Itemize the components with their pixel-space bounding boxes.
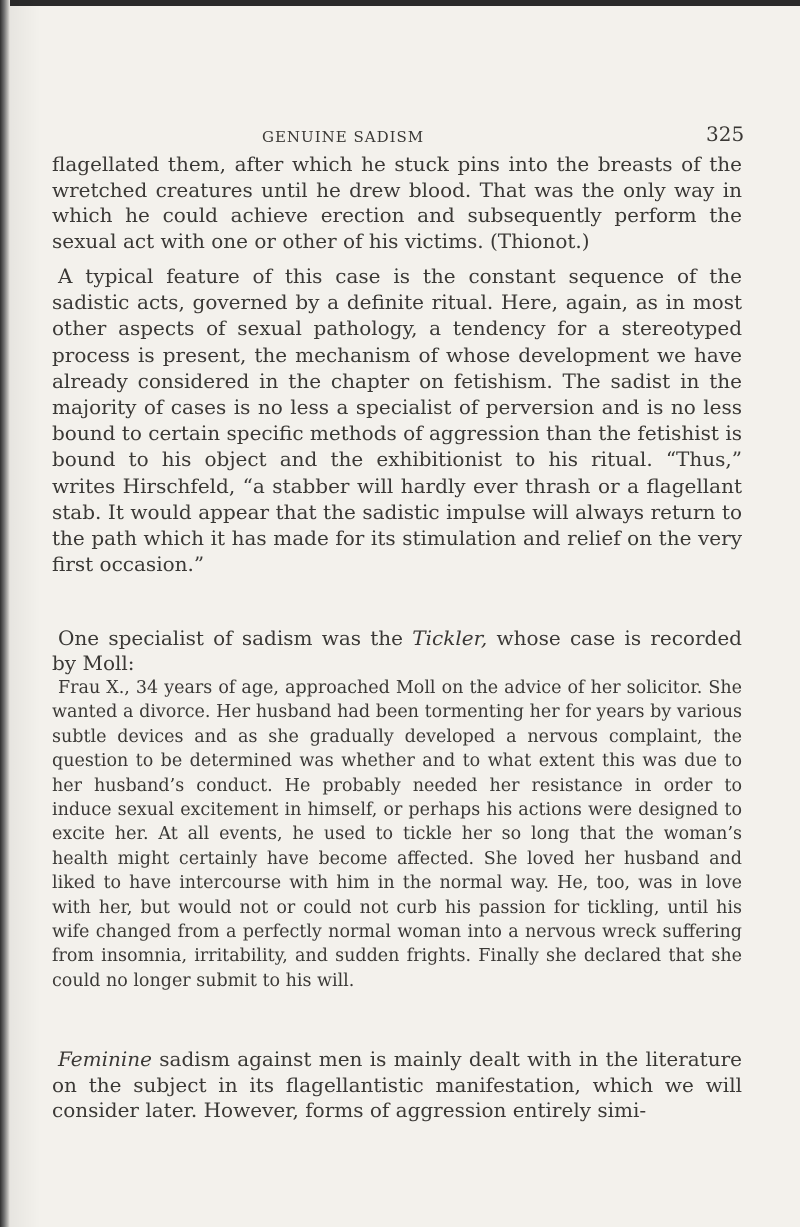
running-title: GENUINE SADISM [262, 128, 425, 146]
tickler-term: Tickler, [412, 626, 488, 650]
paragraph-case-end: flagellated them, after which he stuck pins into the breasts of the wretched creatures until he drew blood. That was the only way in which he could achieve erection and subsequently perform the sexual act with one or other of his victims. (Thionot.) [52, 152, 742, 253]
tickler-intro-rest: whose case is recorded by Moll: [52, 626, 742, 676]
scan-binding-shadow [10, 0, 40, 1227]
tickler-intro-text: One specialist of sadism was the [58, 626, 413, 650]
feminine-text: sadism against men is mainly dealt with in the literature on the subject in its flagellantistic manifestation, which we will consider later. However, forms of aggression entirely simi- [52, 1047, 742, 1123]
paragraph-tickler-intro [52, 626, 742, 677]
scan-binding-edge [0, 0, 10, 1227]
paragraph-feminine-sadism [52, 1047, 742, 1124]
page-header [0, 122, 800, 152]
paragraph-typical-feature: A typical feature of this case is the constant sequence of the sadistic acts, governed by a definite ritual. Here, again, as in most other aspects of sexual pathology, a tendency for a stereotyped process is present, the mechanism of whose development we have already considered in the chapter on fetishism. The sadist in the majority of cases is no less a specialist of perversion and is no less bound to certain specific methods of aggression than the fetishist is bound to his object and the exhibitionist to his ritual. “Thus,” writes Hirschfeld, “a stabber will hardly ever thrash or a flagellant stab. It would appear that the sadistic impulse will always return to the path which it has made for its stimulation and relief on the very first occasion.” [52, 264, 742, 577]
paragraph-frau-x-case: Frau X., 34 years of age, approached Moll on the advice of her solicitor. She wanted a divorce. Her husband had been tormenting her for years by various subtle devices and as she gradually developed a nervous complaint, the question to be determined was whether and to what extent this was due to her husband’s conduct. He probably needed her resistance in order to induce sexual excitement in himself, or perhaps his actions were designed to excite her. At all events, he used to tickle her so long that the woman’s health might certainly have become affected. She loved her husband and liked to have intercourse with him in the normal way. He, too, was in love with her, but would not or could not curb his passion for tickling, until his wife changed from a perfectly normal woman into a nervous wreck suffering from insomnia, irritability, and sudden frights. Finally she declared that she could no longer submit to his will. [52, 678, 742, 991]
feminine-term: Feminine [58, 1047, 152, 1071]
scan-top-edge [0, 0, 800, 6]
page-number: 325 [706, 122, 745, 146]
